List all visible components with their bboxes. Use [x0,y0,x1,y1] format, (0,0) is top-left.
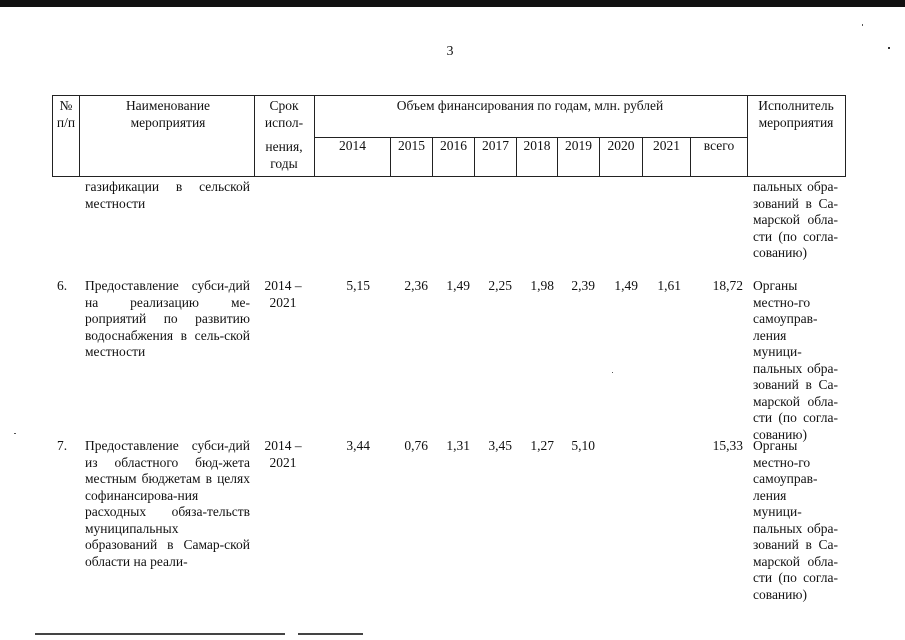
value-2020: 1,49 [614,278,638,293]
value-2014: 5,15 [346,278,370,293]
scan-speck [888,47,890,49]
scan-top-border [0,0,905,7]
col-rule-num [79,95,80,177]
header-funding: Объем финансирования по годам, млн. рублей [396,98,664,113]
scan-speck [14,433,16,434]
year-2018: 2018 [523,138,551,153]
col-rule-right [845,95,846,177]
header-term-bottom: нения, годы [265,139,303,171]
scan-speck [612,372,613,373]
col-rule-term [314,95,315,177]
year-2019: 2019 [565,138,592,153]
value-2021: 1,61 [657,278,681,293]
row-num: 6. [57,278,68,293]
table-top-rule [52,95,845,96]
header-bottom-rule [52,176,845,177]
scan-bottom-artifact [298,633,363,635]
page-number: 3 [446,44,454,59]
value-2019: 2,39 [571,278,595,293]
continued-executor: пальных обра-зований в Са-марской обла-сти (по согла-сованию) [753,179,838,260]
value-total: 15,33 [712,438,743,453]
year-2016: 2016 [440,138,467,153]
value-2014: 3,44 [346,438,370,453]
value-2018: 1,27 [530,438,554,453]
value-2019: 5,10 [571,438,595,453]
header-executor: Исполнитель мероприятия [758,98,834,130]
year-2021: 2021 [653,138,680,153]
value-2017: 3,45 [488,438,512,453]
scan-bottom-artifact [35,633,285,635]
year-2014: 2014 [339,138,366,153]
col-rule-executor [747,95,748,177]
continued-name: газификации в сельской местности [85,179,250,211]
header-name: Наименование мероприятия [125,98,211,130]
value-2015: 0,76 [404,438,428,453]
header-num: № п/п [56,98,76,130]
row-num: 7. [57,438,68,453]
row-executor: Органы местно-го самоуправ-ления муници-пальных обра-зований в Са-марской обла-сти (по согла-сованию) [753,438,838,602]
year-2015: 2015 [398,138,425,153]
header-term-top: Срок испол- [264,98,304,130]
value-2015: 2,36 [404,278,428,293]
value-total: 18,72 [712,278,743,293]
value-2018: 1,98 [530,278,554,293]
row-name: Предоставление субси-дий на реализацию ме-роприятий по развитию водоснабжения в сель-ской местности [85,278,250,359]
year-total: всего [703,138,735,153]
value-2016: 1,49 [446,278,470,293]
value-2017: 2,25 [488,278,512,293]
row-term: 2014 – 2021 [264,278,302,310]
year-2017: 2017 [482,138,509,153]
year-2020: 2020 [607,138,635,153]
row-term: 2014 – 2021 [264,438,302,470]
row-executor: Органы местно-го самоуправ-ления муници-пальных обра-зований в Са-марской обла-сти (по согла-сованию) [753,278,838,442]
value-2016: 1,31 [446,438,470,453]
row-name: Предоставление субси-дий из областного бюд-жета местным бюджетам в целях софинансирова-ния расходных обяза-тельств муниципальных образований в Самар-ской области на реали- [85,438,250,569]
scan-speck [862,24,863,26]
